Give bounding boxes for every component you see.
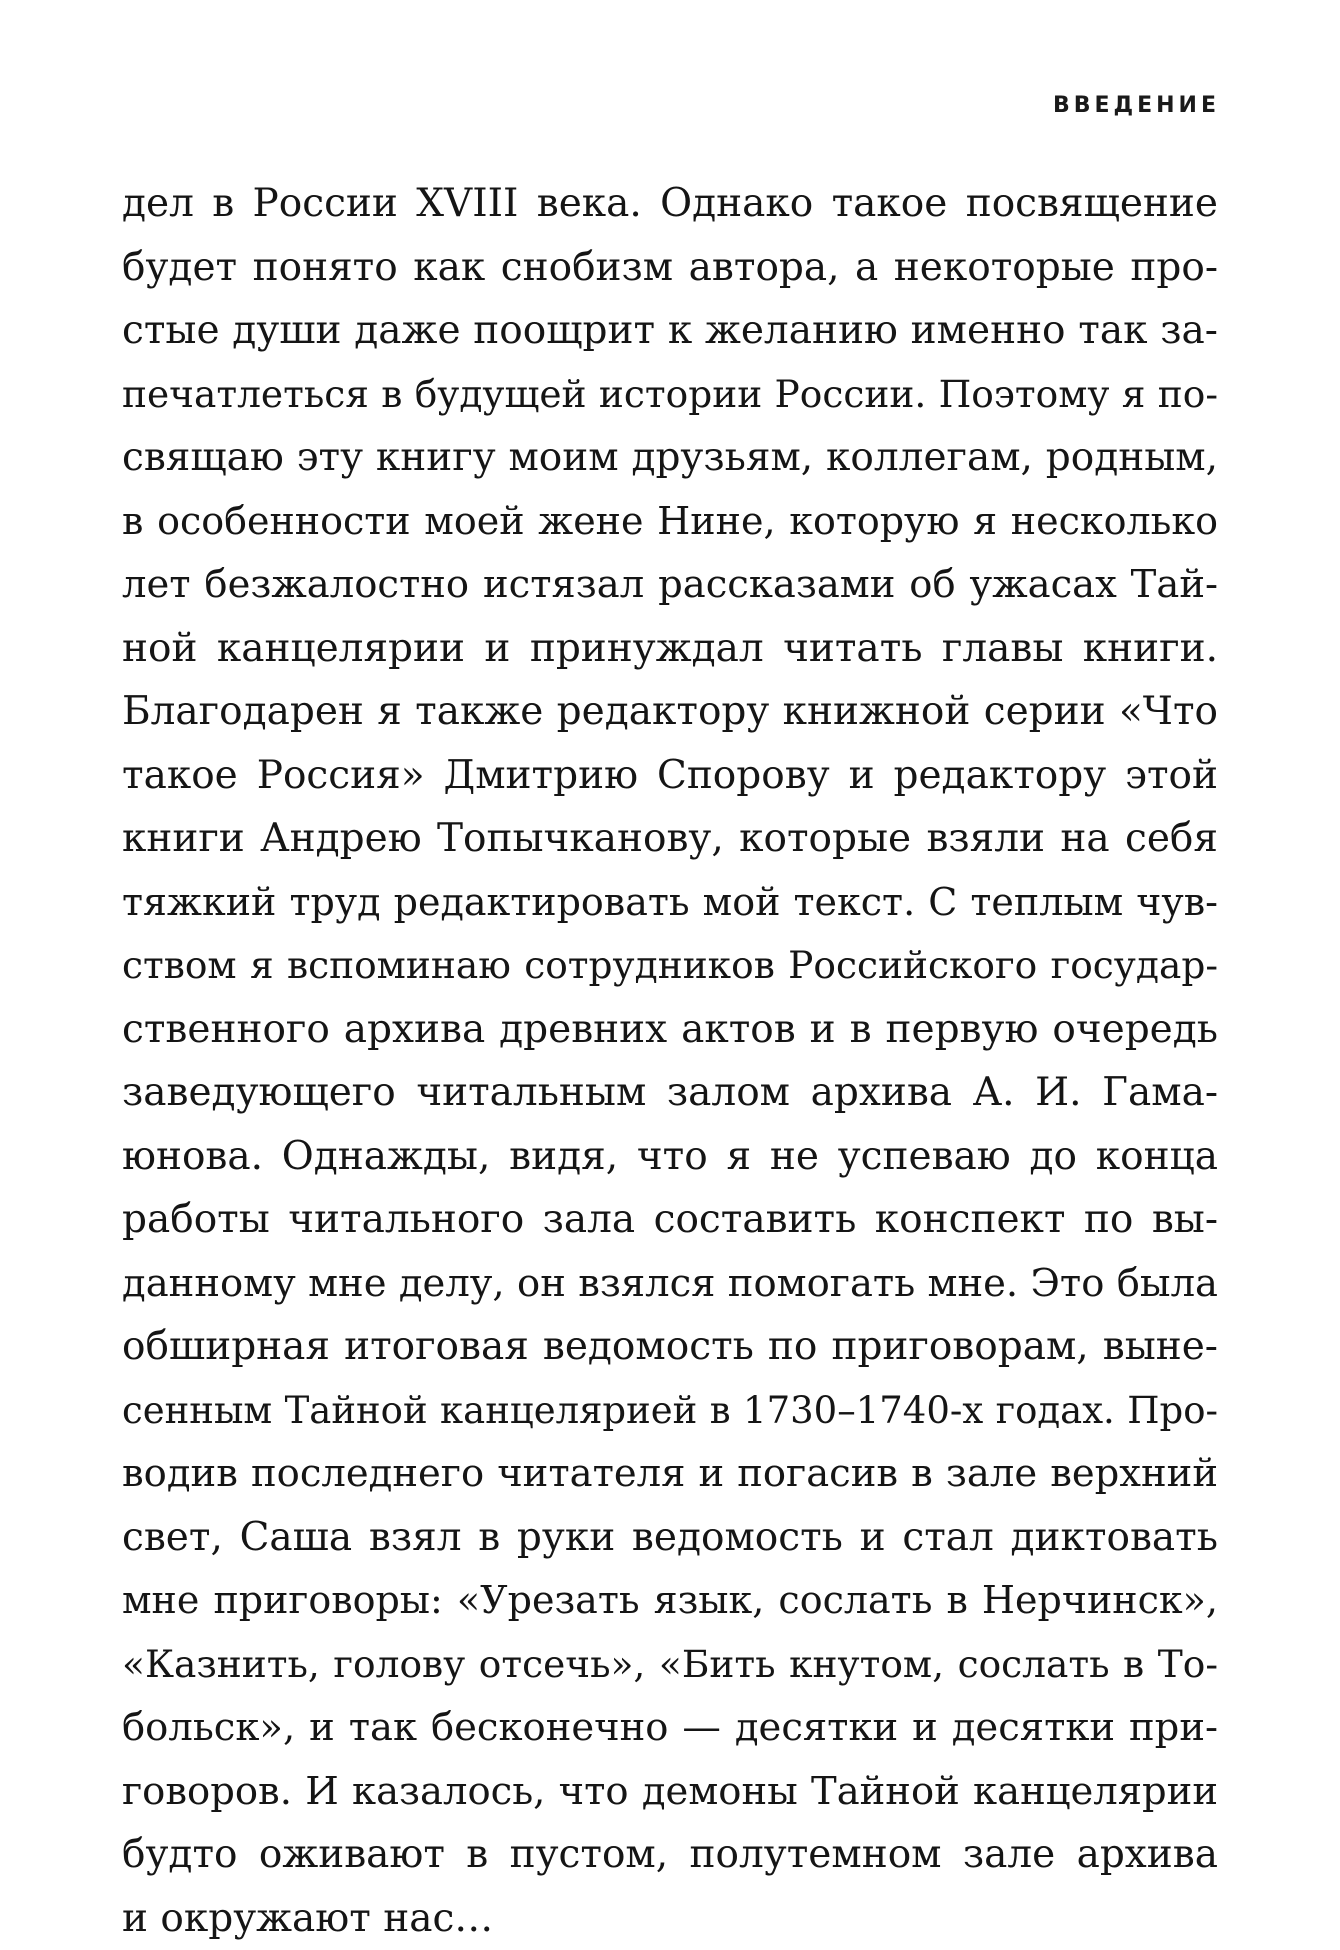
text-line: дел в России XVIII века. Однако такое посвящение bbox=[122, 172, 1218, 236]
text-line: в особенности моей жене Нине, которую я несколько bbox=[122, 490, 1218, 554]
text-line: будто оживают в пустом, полутемном зале архива bbox=[122, 1823, 1218, 1887]
text-line: свящаю эту книгу моим друзьям, коллегам, родным, bbox=[122, 426, 1218, 490]
text-line: заведующего читальным залом архива А. И. Гама- bbox=[122, 1061, 1218, 1125]
text-line: свет, Саша взял в руки ведомость и стал диктовать bbox=[122, 1506, 1218, 1570]
text-line: тяжкий труд редактировать мой текст. С теплым чув- bbox=[122, 871, 1218, 935]
text-line: говоров. И казалось, что демоны Тайной канцелярии bbox=[122, 1760, 1218, 1824]
text-line: ством я вспоминаю сотрудников Российского государ- bbox=[122, 934, 1218, 998]
text-line: больск», и так бесконечно — десятки и десятки при- bbox=[122, 1696, 1218, 1760]
text-line: такое Россия» Дмитрию Спорову и редактору этой bbox=[122, 744, 1218, 808]
body-text bbox=[122, 172, 1218, 1950]
text-line: Благодарен я также редактору книжной серии «Что bbox=[122, 680, 1218, 744]
text-line: книги Андрею Топычканову, которые взяли на себя bbox=[122, 807, 1218, 871]
text-line: будет понято как снобизм автора, а некоторые про- bbox=[122, 236, 1218, 300]
text-line: работы читального зала составить конспект по вы- bbox=[122, 1188, 1218, 1252]
text-line: данному мне делу, он взялся помогать мне. Это была bbox=[122, 1252, 1218, 1316]
text-line: мне приговоры: «Урезать язык, сослать в Нерчинск», bbox=[122, 1569, 1218, 1633]
text-line: сенным Тайной канцелярией в 1730–1740-х годах. Про- bbox=[122, 1379, 1218, 1443]
text-line: ственного архива древних актов и в первую очередь bbox=[122, 998, 1218, 1062]
text-line: лет безжалостно истязал рассказами об ужасах Тай- bbox=[122, 553, 1218, 617]
running-head: ВВЕДЕНИЕ bbox=[1053, 93, 1220, 118]
text-line: печатлеться в будущей истории России. Поэтому я по- bbox=[122, 363, 1218, 427]
text-line: юнова. Однажды, видя, что я не успеваю до конца bbox=[122, 1125, 1218, 1189]
text-line: обширная итоговая ведомость по приговорам, выне- bbox=[122, 1315, 1218, 1379]
text-line: стые души даже поощрит к желанию именно так за- bbox=[122, 299, 1218, 363]
text-line: ной канцелярии и принуждал читать главы книги. bbox=[122, 617, 1218, 681]
text-line: водив последнего читателя и погасив в зале верхний bbox=[122, 1442, 1218, 1506]
text-line: и окружают нас… bbox=[122, 1887, 1218, 1950]
text-line: «Казнить, голову отсечь», «Бить кнутом, сослать в То- bbox=[122, 1633, 1218, 1697]
